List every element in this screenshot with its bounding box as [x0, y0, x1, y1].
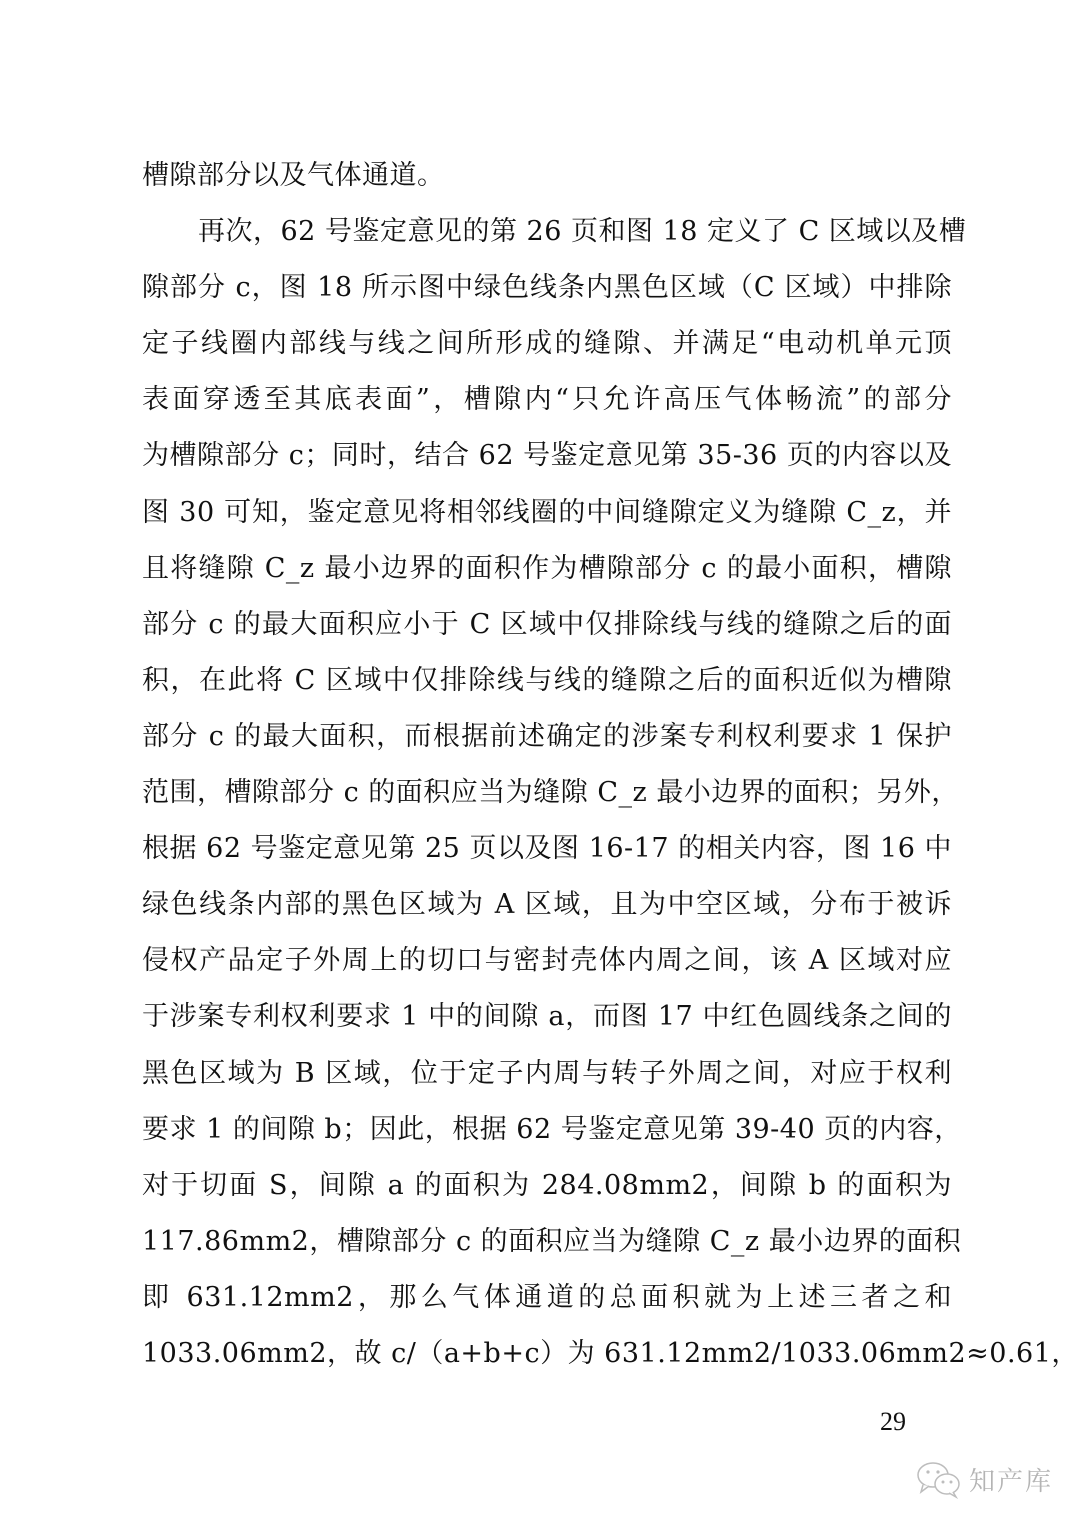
text-line: 为槽隙部分 c；同时，结合 62 号鉴定意见第 35-36 页的内容以及 — [142, 440, 952, 472]
text-line: 隙部分 c，图 18 所示图中绿色线条内黑色区域（C 区域）中排除 — [142, 272, 952, 304]
page-number: 29 — [880, 1407, 906, 1436]
text-line: 部分 c 的最大面积，而根据前述确定的涉案专利权利要求 1 保护 — [142, 720, 952, 752]
text-line: 黑色区域为 B 区域，位于定子内周与转子外周之间，对应于权利 — [142, 1057, 952, 1089]
text-line: 117.86mm2，槽隙部分 c 的面积应当为缝隙 C_z 最小边界的面积 — [142, 1225, 962, 1257]
text-line: 表面穿透至其底表面”，槽隙内“只允许高压气体畅流”的部分 — [142, 384, 952, 416]
text-line: 积，在此将 C 区域中仅排除线与线的缝隙之后的面积近似为槽隙 — [142, 664, 952, 696]
text-line: 定子线圈内部线与线之间所形成的缝隙、并满足“电动机单元顶 — [142, 328, 952, 360]
watermark-text: 知产库 — [969, 1466, 1054, 1497]
text-line: 对于切面 S，间隙 a 的面积为 284.08mm2，间隙 b 的面积为 — [142, 1169, 952, 1201]
text-line: 侵权产品定子外周上的切口与密封壳体内周之间，该 A 区域对应 — [142, 945, 952, 977]
body-text — [142, 148, 1079, 1382]
text-line: 范围，槽隙部分 c 的面积应当为缝隙 C_z 最小边界的面积；另外， — [142, 777, 959, 809]
text-line: 1033.06mm2，故 c/（a+b+c）为 631.12mm2/1033.06mm2≈0.61， — [142, 1337, 1079, 1369]
text-line: 即 631.12mm2，那么气体通道的总面积就为上述三者之和 — [142, 1281, 952, 1313]
wechat-icon — [915, 1459, 963, 1499]
text-line: 于涉案专利权利要求 1 中的间隙 a，而图 17 中红色圆线条之间的 — [142, 1001, 952, 1033]
text-line: 要求 1 的间隙 b；因此，根据 62 号鉴定意见第 39-40 页的内容， — [142, 1113, 962, 1145]
text-line: 图 30 可知，鉴定意见将相邻线圈的中间缝隙定义为缝隙 C_z，并 — [142, 496, 952, 528]
text-line: 根据 62 号鉴定意见第 25 页以及图 16-17 的相关内容，图 16 中 — [142, 833, 952, 865]
text-line: 槽隙部分以及气体通道。 — [142, 160, 445, 191]
text-line: 绿色线条内部的黑色区域为 A 区域，且为中空区域，分布于被诉 — [142, 889, 952, 921]
text-line: 部分 c 的最大面积应小于 C 区域中仅排除线与线的缝隙之后的面 — [142, 608, 952, 640]
watermark — [915, 1459, 1053, 1499]
text-line: 再次，62 号鉴定意见的第 26 页和图 18 定义了 C 区域以及槽 — [198, 216, 967, 248]
text-line: 且将缝隙 C_z 最小边界的面积作为槽隙部分 c 的最小面积，槽隙 — [142, 552, 952, 584]
